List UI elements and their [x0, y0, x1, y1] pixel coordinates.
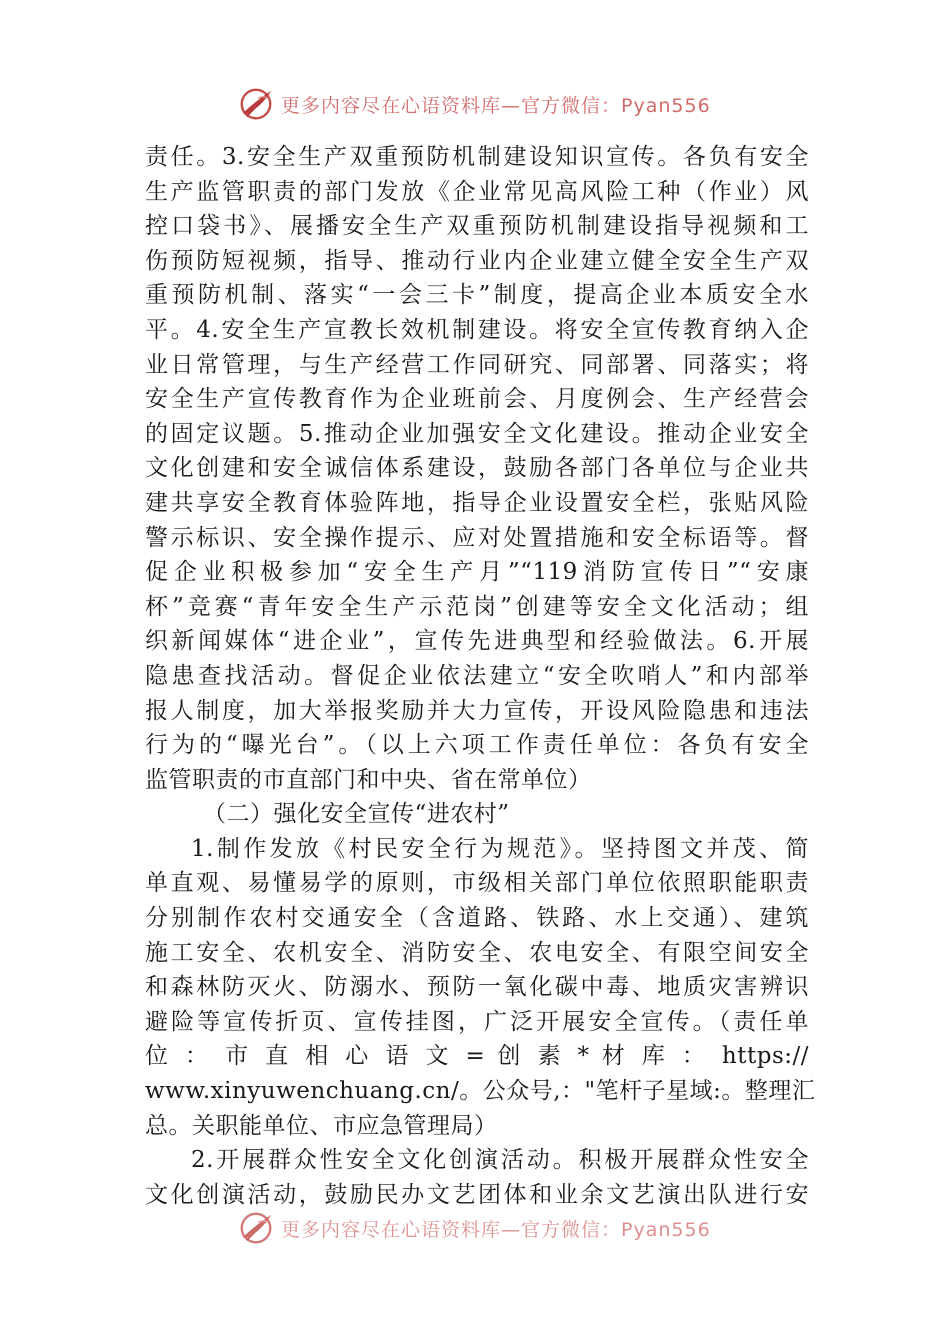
body-line: 杯”竞赛“青年安全生产示范岗”创建等安全文化活动；组: [145, 593, 809, 620]
body-line: 安全生产宣传教育作为企业班前会、月度例会、生产经营会: [145, 386, 809, 413]
section-heading: （二）强化安全宣传“进农村”: [203, 801, 510, 828]
body-line: 单直观、易懂易学的原则，市级相关部门单位依照职能职责: [145, 870, 809, 897]
body-line: 报人制度，加大举报奖励并大力宣传，开设风险隐患和违法: [145, 697, 809, 724]
body-line: 位 ： 市 直 相 心 语 文 = 创 素 * 材 库 ： https://: [145, 1043, 809, 1070]
body-line: 控口袋书》、展播安全生产双重预防机制建设指导视频和工: [145, 213, 809, 240]
body-line: 业日常管理，与生产经营工作同研究、同部署、同落实；将: [145, 351, 809, 378]
body-line: 监管职责的市直部门和中央、省在常单位）: [145, 766, 592, 793]
body-line: 施工安全、农机安全、消防安全、农电安全、有限空间安全: [145, 939, 809, 966]
watermark-text: 更多内容尽在心语资料库—官方微信：Pyan556: [281, 1218, 711, 1241]
watermark-text: 更多内容尽在心语资料库—官方微信：Pyan556: [281, 94, 711, 117]
body-line: 织新闻媒体“进企业”，宣传先进典型和经验做法。6.开展: [145, 628, 809, 655]
header-watermark: [237, 84, 711, 124]
body-line: 文化创演活动，鼓励民办文艺团体和业余文艺演出队进行安: [145, 1181, 809, 1208]
body-line: 避险等宣传折页、宣传挂图，广泛开展安全宣传。（责任单: [145, 1008, 809, 1035]
body-line: 建共享安全教育体验阵地，指导企业设置安全栏，张贴风险: [145, 489, 809, 516]
body-line: 分别制作农村交通安全（含道路、铁路、水上交通）、建筑: [145, 905, 809, 932]
body-line: 伤预防短视频，指导、推动行业内企业建立健全安全生产双: [145, 247, 809, 274]
body-line: 重预防机制、落实“一会三卡”制度，提高企业本质安全水: [145, 282, 809, 309]
body-line: www.xinyuwenchuang.cn/。公众号,："笔杆子星域:。整理汇: [145, 1078, 816, 1105]
body-line: 生产监管职责的部门发放《企业常见高风险工种（作业）风: [145, 178, 809, 205]
body-line: 促企业积极参加“安全生产月”“119消防宣传日”“安康: [145, 559, 809, 586]
quill-pen-logo-icon: [237, 85, 275, 123]
body-line: 隐患查找活动。督促企业依法建立“安全吹哨人”和内部举: [145, 662, 809, 689]
body-line: 平。4.安全生产宣教长效机制建设。将安全宣传教育纳入企: [145, 316, 809, 343]
body-line: 和森林防灭火、防溺水、预防一氧化碳中毒、地质灾害辨识: [145, 974, 809, 1001]
footer-watermark: [237, 1208, 711, 1248]
body-line: 总。关职能单位、市应急管理局）: [145, 1112, 498, 1139]
body-line: 文化创建和安全诚信体系建设，鼓励各部门各单位与企业共: [145, 455, 809, 482]
quill-pen-logo-icon: [237, 1209, 275, 1247]
paragraph-first-line: 2.开展群众性安全文化创演活动。积极开展群众性安全: [191, 1147, 809, 1174]
body-line: 警示标识、安全操作提示、应对处置措施和安全标语等。督: [145, 524, 809, 551]
body-line: 行为的“曝光台”。（以上六项工作责任单位：各负有安全: [145, 732, 809, 759]
document-body: [145, 140, 816, 1212]
body-line: 的固定议题。5.推动企业加强安全文化建设。推动企业安全: [145, 420, 809, 447]
paragraph-first-line: 1.制作发放《村民安全行为规范》。坚持图文并茂、简: [191, 835, 809, 862]
body-line: 责任。3.安全生产双重预防机制建设知识宣传。各负有安全: [145, 144, 809, 170]
